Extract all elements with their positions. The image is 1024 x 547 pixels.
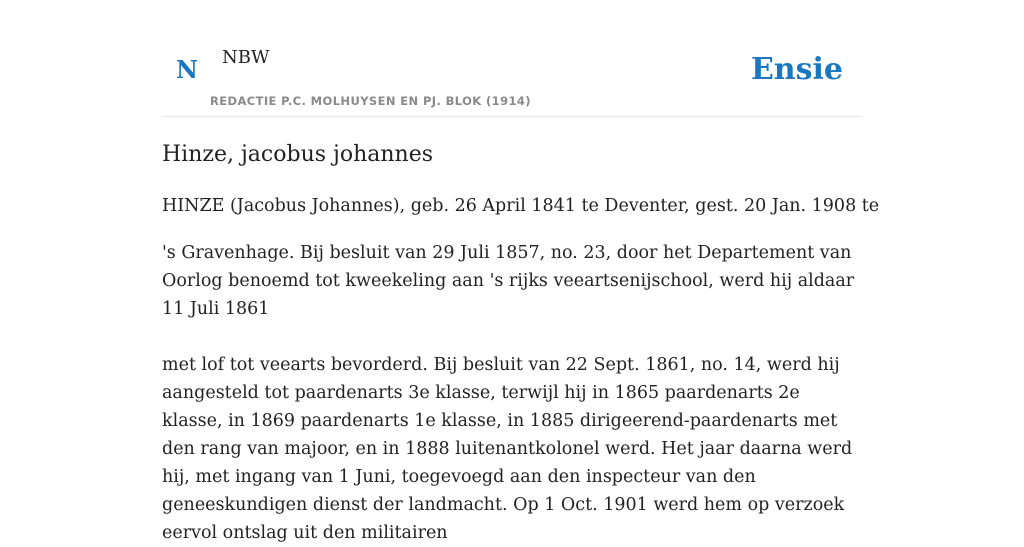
article-title: Hinze, jacobus johannes <box>162 142 434 167</box>
page <box>162 0 880 543</box>
article-paragraph: HINZE (Jacobus Johannes), geb. 26 April 1841 te Deventer, gest. 20 Jan. 1908 te <box>162 196 880 216</box>
brand-logo[interactable]: Ensie <box>750 52 843 87</box>
article-paragraph: met lof tot veearts bevorderd. Bij besluit van 22 Sept. 1861, no. 14, werd hij aangesteld tot paardenarts 3e klasse, terwijl hij in 1865 paardenarts 2e klasse, in 1869 paardenarts 1e klasse, in 1885 dirigeerend-paardenarts met den rang van majoor, en in 1888 luitenantkolonel werd. Het jaar daarna werd hij, met ingang van 1 Juni, toegevoegd aan den inspecteur van den geneeskundigen dienst der landmacht. Op 1 Oct. 1901 werd hem op verzoek eervol ontslag uit den militairen <box>162 355 853 543</box>
source-name[interactable]: NBW <box>222 47 270 68</box>
article-paragraph: 's Gravenhage. Bij besluit van 29 Juli 1857, no. 23, door het Departement van Oorlog benoemd tot kweekeling aan 's rijks veeartsenijschool, werd hij aldaar 11 Juli 1861 <box>162 243 855 319</box>
source-editors: REDACTIE P.C. MOLHUYSEN EN PJ. BLOK (1914) <box>210 94 531 108</box>
header <box>162 0 862 117</box>
source-logo[interactable]: N <box>176 55 198 84</box>
